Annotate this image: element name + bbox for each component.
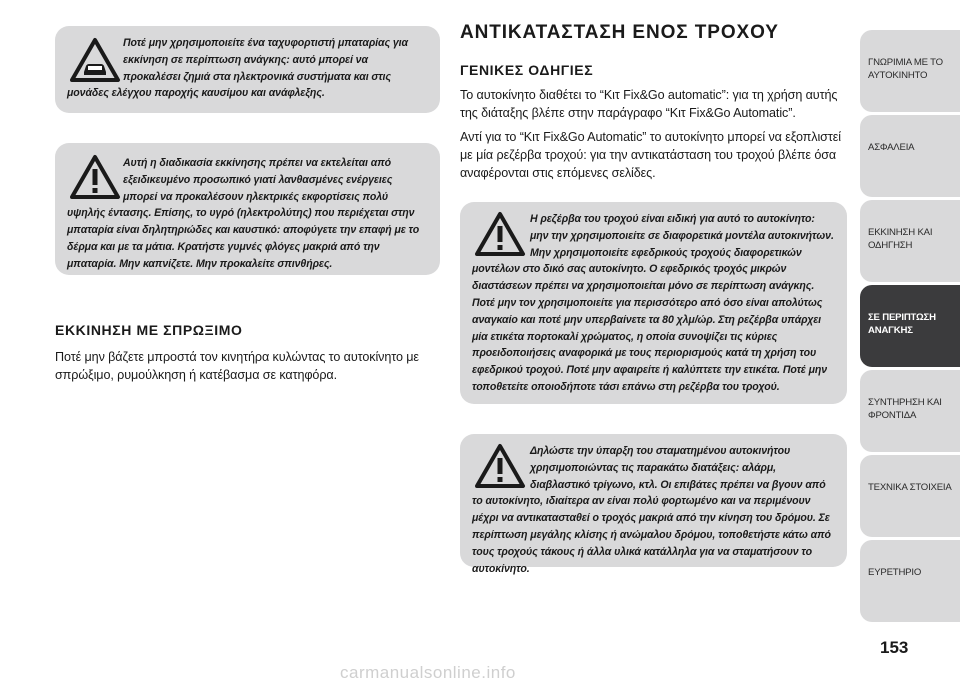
warning-triangle-icon [69,153,121,201]
car-warning-icon [69,36,121,84]
warning-box-stopped-vehicle [460,434,847,575]
tab-starting-driving[interactable]: ΕΚΚΙΝΗΣΗ ΚΑΙ ΟΔΗΓΗΣΗ [860,200,960,282]
warning-box-spare-wheel [460,202,847,404]
warning-triangle-icon [474,210,526,258]
chapter-sidebar [860,30,960,625]
left-column [55,26,440,384]
warning-text-charger: Ποτέ μην χρησιμοποιείτε ένα ταχυφορτιστή μπαταρίας για εκκίνηση σε περίπτωση ανάγκης: αυτό μπορεί να προκαλέσει ζημιά στα ηλεκτρονικά συστήματα και στις μονάδες ελέγχου παροχής καυσίμου και ανάφλεξης. [67,37,408,100]
section-title-push-start: ΕΚΚΙΝΗΣΗ ΜΕ ΣΠΡΩΞΙΜΟ [55,322,243,338]
tab-safety[interactable]: ΑΣΦΑΛΕΙΑ [860,115,960,197]
page-title: ΑΝΤΙΚΑΤΑΣΤΑΣΗ ΕΝΟΣ ΤΡΟΧΟΥ [460,22,779,43]
warning-text-jumpstart: Αυτή η διαδικασία εκκίνησης πρέπει να εκτελείται από εξειδικευμένο προσωπικό γιατί λανθασμένες ενέργειες μπορεί να προκαλέσουν ηλεκτρικές εκφορτίσεις πολύ υψηλής έντασης. Επίσης, το υγρό (ηλεκτρολύτης) που περιέχεται στην μπαταρία είναι δηλητηριώδες και καυστικό: αποφύγετε την επαφή με το δέρμα και με τα μάτια. Κρατήστε γυμνές φλόγες μακριά από την μπαταρία. Μην καπνίζετε. Μην προκαλείτε σπινθήρες. [67,157,420,270]
section-body-push-start: Ποτέ μην βάζετε μπροστά τον κινητήρα κυλώντας το αυτοκίνητο με σπρώξιμο, ρυμούλκηση ή κατέβασμα σε κατηφόρα. [55,350,419,382]
tab-technical-data[interactable]: ΤΕΧΝΙΚΑ ΣΤΟΙΧΕΙΑ [860,455,960,537]
paragraph-kit: Το αυτοκίνητο διαθέτει το “Κιτ Fix&Go automatic”: για τη χρήση αυτής της διάταξης βλέπε στην παράγραφο “Κιτ Fix&Go Automatic”. [460,88,838,120]
tab-maintenance[interactable]: ΣΥΝΤΗΡΗΣΗ ΚΑΙ ΦΡΟΝΤΙΔΑ [860,370,960,452]
tab-know-your-car[interactable]: ΓΝΩΡΙΜΙΑ ΜΕ ΤΟ ΑΥΤΟΚΙΝΗΤΟ [860,30,960,112]
tab-emergency[interactable]: ΣΕ ΠΕΡΙΠΤΩΣΗ ΑΝΑΓΚΗΣ [860,285,960,367]
warning-box-jumpstart [55,143,440,275]
warning-text-stopped-vehicle: Δηλώστε την ύπαρξη του σταματημένου αυτοκινήτου χρησιμοποιώντας τις παρακάτω διατάξεις: αλάρμ, διαβλαστικό τρίγωνο, κτλ. Οι επιβάτες πρέπει να βγουν από το αυτοκίνητο, ιδιαίτερα αν είναι πολύ φορτωμένο και να περιμένουν μέχρι να αντικατασταθεί ο τροχός μακριά από την κίνηση του δρόμου. Σε περίπτωση μεγάλης κλίσης ή ανώμαλου δρόμου, τοποθετήστε κάτω από τους τροχούς τάκους ή άλλα υλικά κατάλληλα για να σταματήσουν το αυτοκίνητο. [472,445,831,575]
warning-text-spare-wheel: Η ρεζέρβα του τροχού είναι ειδική για αυτό το αυτοκίνητο: μην την χρησιμοποιείτε σε διαφορετικά μοντέλα αυτοκινήτων. Μην χρησιμοποιείτε εφεδρικούς τροχούς διαφορετικών μοντέλων στο δικό σας αυτοκίνητο. Ο εφεδρικός τροχός μικρών διαστάσεων πρέπει να χρησιμοποιείται μόνο σε περίπτωση ανάγκης. Ποτέ μην τον χρησιμοποιείτε για περισσότερο από όσο είναι απολύτως αναγκαίο και ποτέ μην υπερβαίνετε τα 80 χλμ/ώρ. Στη ρεζέρβα υπάρχει μία ετικέτα πορτοκαλί χρώματος, η οποία συνοψίζει τις κύριες προειδοποιήσεις αναφορικά με τους περιορισμούς κατά τη χρήση του εφεδρικού τροχού. Ποτέ μην αφαιρείτε ή καλύπτετε την ετικέτα. Ποτέ μην τοποθετείτε οποιοδήποτε τάσι επάνω στη ρεζέρβα του τροχού. [472,213,834,393]
right-column [460,22,847,575]
subsection-title: ΓΕΝΙΚΕΣ ΟΔΗΓΙΕΣ [460,62,594,78]
page-number: 153 [880,638,909,657]
warning-box-charger [55,26,440,113]
tab-index[interactable]: ΕΥΡΕΤΗΡΙΟ [860,540,960,622]
watermark: carmanualsonline.info [340,663,516,682]
paragraph-spare-wheel: Αντί για το “Κιτ Fix&Go Automatic” το αυτοκίνητο μπορεί να εξοπλιστεί με μία ρεζέρβα τροχού: για την αντικατάσταση του τροχού βλέπε όσα αναφέρονται στις επόμενες σελίδες. [460,130,841,180]
warning-triangle-icon [474,442,526,490]
